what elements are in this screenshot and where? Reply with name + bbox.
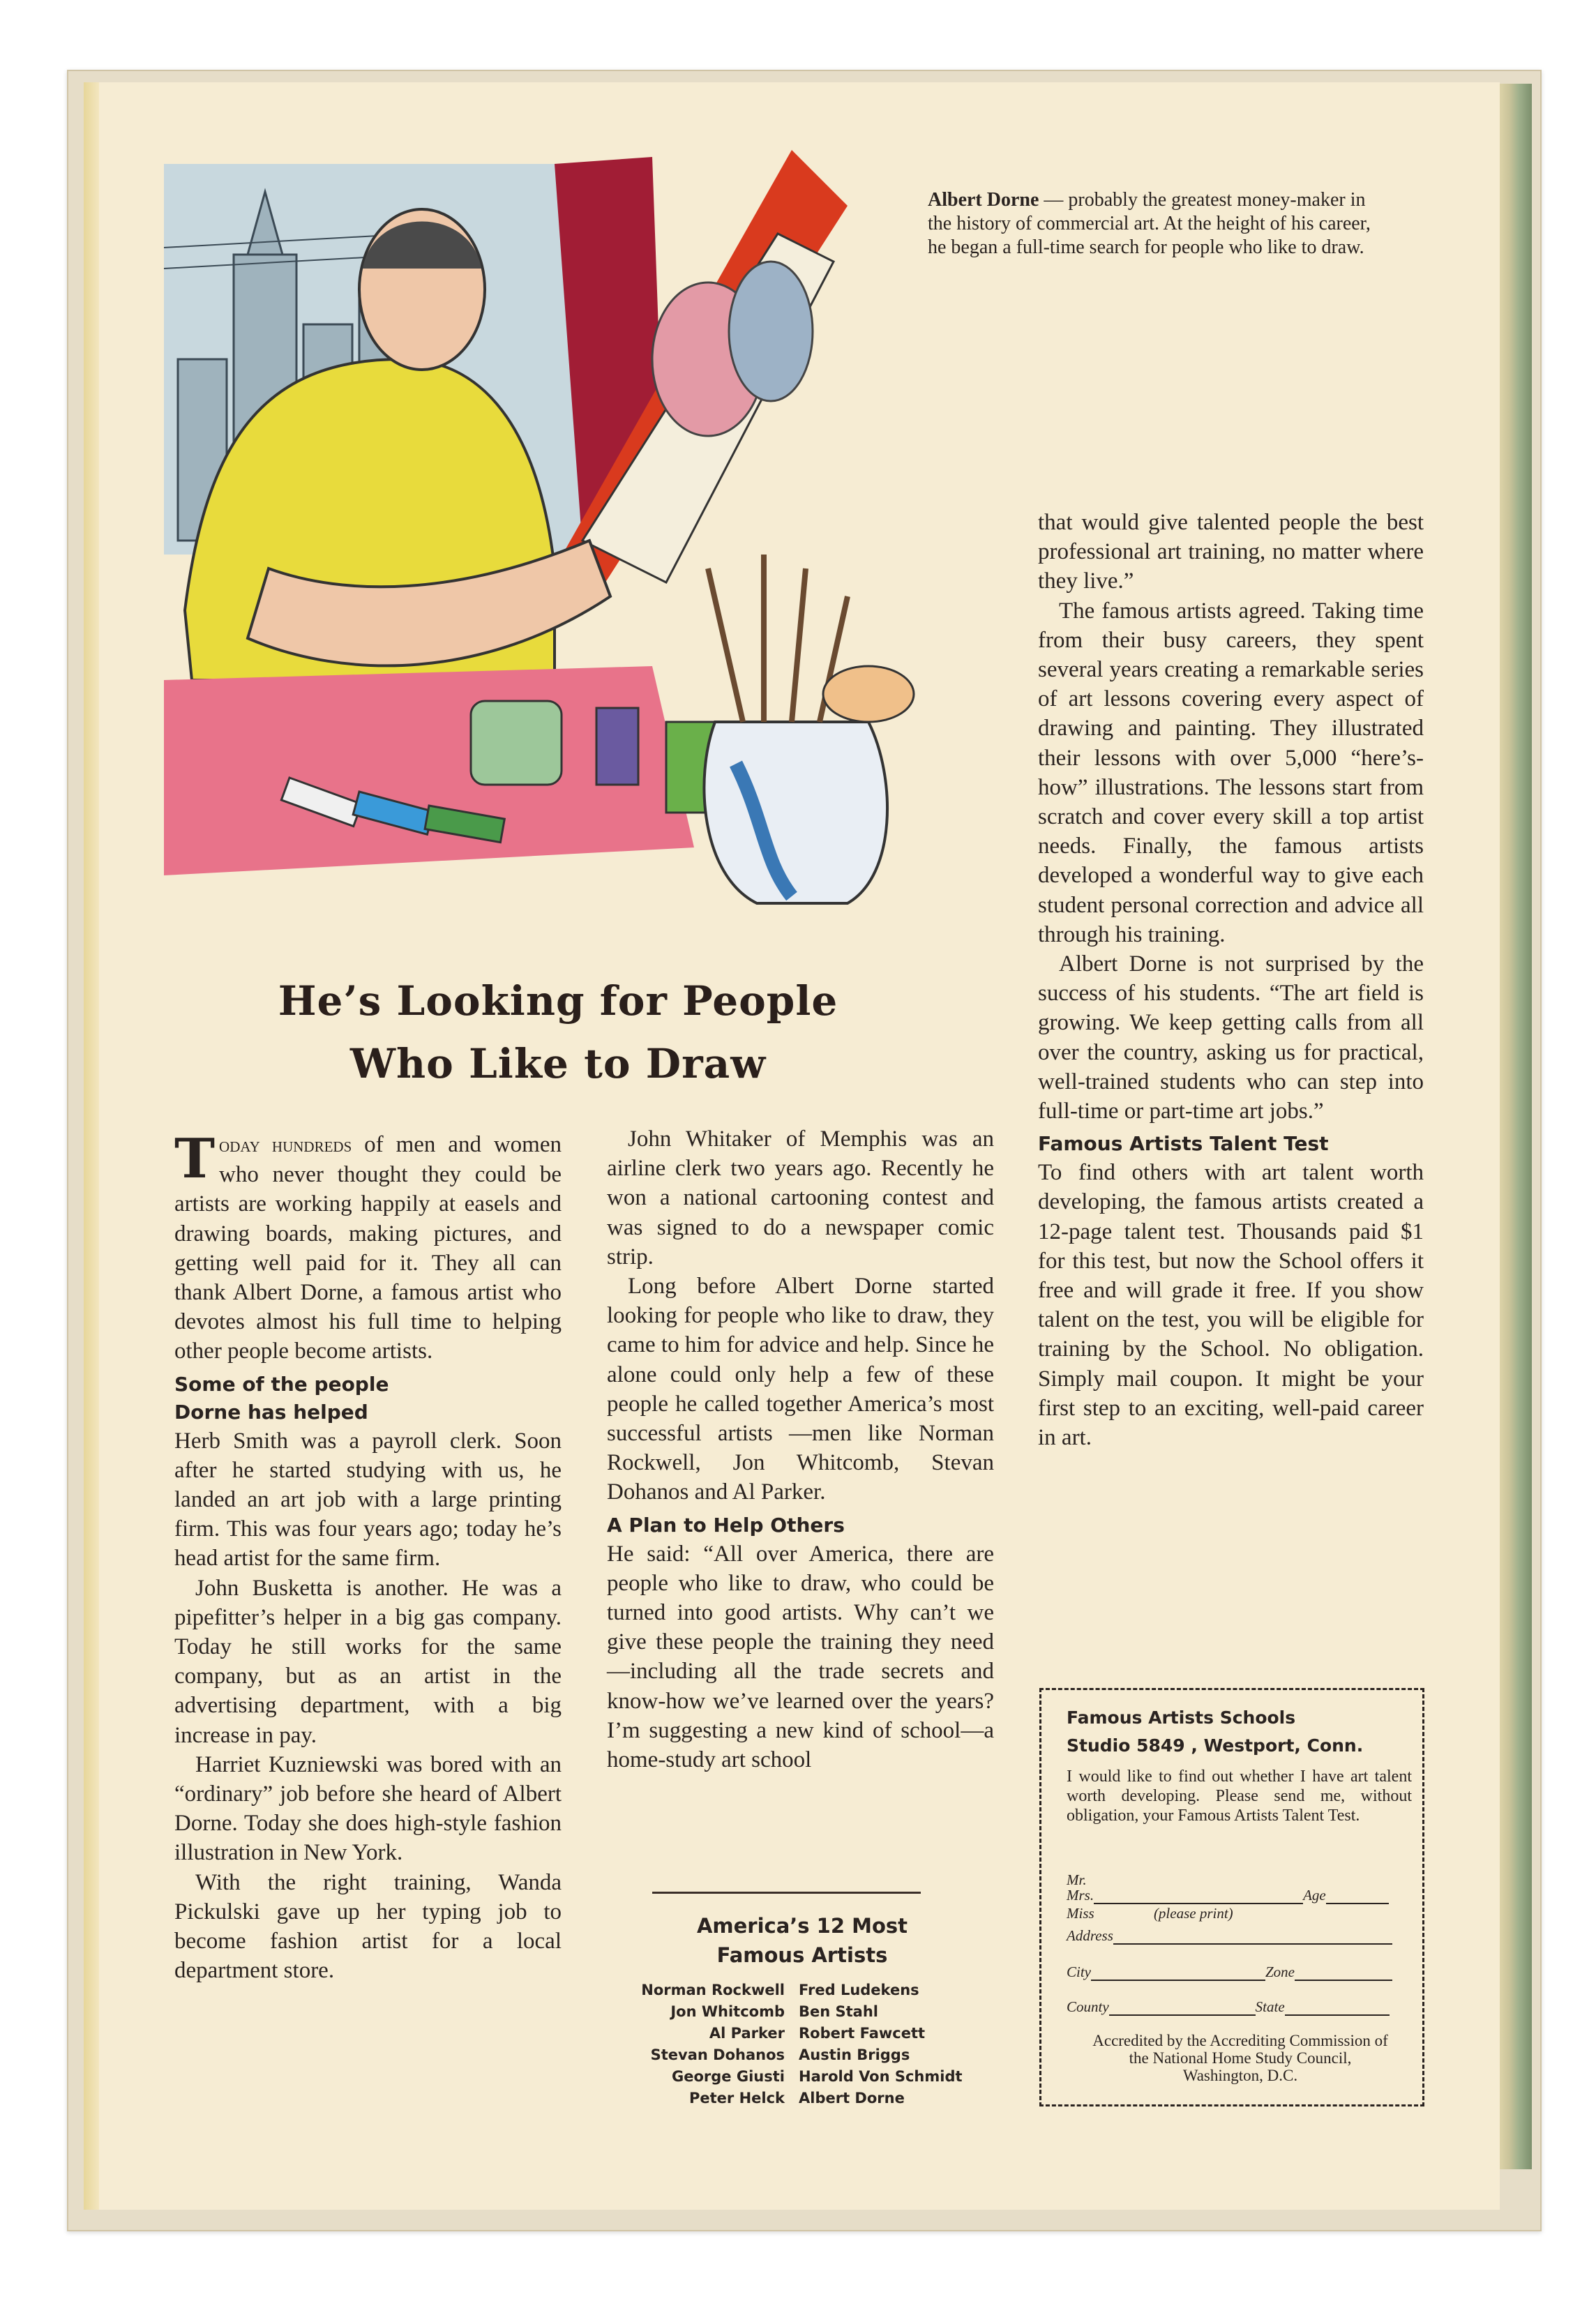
intro-text: of men and women who never thought they could be artists are working happily at easels and drawing boards, making pictures, and getting well paid for it. They all can thank Albert Dorne, a famous artist who devotes almost his full time to helping other people become artists. (174, 1132, 562, 1364)
mrs-label: Mrs. (1067, 1887, 1094, 1904)
city-field[interactable] (1091, 1980, 1265, 1981)
paragraph: To find others with art talent worth developing, the famous artists created a 12-page talent test. Thousands paid $1 for this test, but now the School offers it free and will grade it free. If you show talent on the test, you will be eligible for training by the School. No obligation. Simply mail coupon. It might be your first step to an exciting, well-paid career in art. (1038, 1160, 1424, 1451)
headline-line-1: He’s Looking for People (278, 977, 838, 1025)
city-label: City (1067, 1963, 1091, 1980)
zone-field[interactable] (1295, 1980, 1392, 1981)
artist-name: Stevan Dohanos (650, 2047, 785, 2063)
column-3 (1038, 508, 1424, 1452)
mail-coupon[interactable] (1039, 1688, 1424, 2106)
age-label: Age (1303, 1887, 1326, 1904)
paragraph: With the right training, Wanda Pickulski gave up her typing job to become fashion artist for a local department store. (174, 1869, 562, 1984)
subhead-dorne-helped (174, 1371, 562, 1426)
headline (174, 970, 942, 1095)
drop-cap: T (174, 1127, 216, 1191)
state-label: State (1255, 1998, 1285, 2015)
subhead-plan: A Plan to Help Others (607, 1513, 845, 1537)
paragraph: John Whitaker of Memphis was an airline clerk two years ago. Recently he won a national cartooning contest and was signed to do a newspaper comic strip. (607, 1126, 994, 1269)
paragraph: He said: “All over America, there are people who like to draw, who could be turned into good artists. Why can’t we give these people the training they need—including all the trade secrets and know-how we’ve learned over the years? I’m suggesting a new kind of school—a home-study art school (607, 1541, 994, 1773)
divider-rule (652, 1892, 921, 1894)
artist-name: Peter Helck (688, 2090, 785, 2106)
county-label: County (1067, 1998, 1109, 2015)
age-field[interactable] (1326, 1903, 1389, 1904)
paragraph: John Busketta is another. He was a pipefitter’s helper in a big gas company. Today he still works for the same company, but as an artist in the advertising department, with a big increase in pay. (174, 1575, 562, 1748)
column-1 (174, 1127, 562, 1985)
artists-title-line-1: America’s 12 Most (696, 1914, 908, 1938)
coupon-address-row[interactable] (1067, 1927, 1415, 1945)
artist-name: Albert Dorne (799, 2090, 905, 2106)
mr-label: Mr. (1067, 1871, 1087, 1888)
paragraph: Long before Albert Dorne started looking for people who like to draw, they came to him for advice and help. Since he alone could only help a few of these people he called together America’s most successful artists —men like Norman Rockwell, Jon Whitcomb, Stevan Dohanos and Al Parker. (607, 1274, 994, 1505)
coupon-miss-row (1067, 1905, 1415, 1922)
address-label: Address (1067, 1927, 1113, 1944)
column-2 (607, 1124, 994, 1774)
caption-text: — probably the greatest money-maker in the history of commercial art. At the height of his career, he began a full-time search for people who like to draw. (928, 189, 1371, 258)
headline-line-2: Who Like to Draw (349, 1040, 767, 1087)
zone-label: Zone (1265, 1963, 1295, 1980)
coupon-county-row[interactable] (1067, 1998, 1415, 2016)
lead-smallcaps: oday hundreds (219, 1133, 352, 1156)
artist-name: Fred Ludekens (799, 1982, 919, 1998)
artist-name: Norman Rockwell (641, 1982, 785, 1998)
artist-name: Austin Briggs (799, 2047, 910, 2063)
coupon-accreditation: Accredited by the Accrediting Commission of the National Home Study Council, Washington, D.C. (1092, 2032, 1388, 2084)
please-print-note: (please print) (1153, 1905, 1233, 1922)
artists-title-line-2: Famous Artists (716, 1943, 888, 1967)
artist-name: Harold Von Schmidt (799, 2068, 963, 2085)
page-spine (84, 82, 99, 2210)
paragraph: Albert Dorne is not surprised by the success of his students. “The art field is growing. We keep getting calls from all over the country, asking us for practical, well-trained students who can step into full-time or part-time art jobs.” (1038, 951, 1424, 1124)
name-field[interactable] (1094, 1903, 1303, 1904)
caption-name: Albert Dorne (928, 189, 1039, 211)
coupon-studio: Studio 5849 , Westport, Conn. (1067, 1735, 1364, 1756)
paragraph: The famous artists agreed. Taking time from their busy careers, they spent several years creating a remarkable series of art lessons covering every aspect of drawing and painting. They illustrated their lessons with over 5,000 “here’s-how” illustrations. The lessons start from scratch and cover every skill a top artist needs. Finally, the famous artists developed a wonderful way to give each student personal correction and advice all through his training. (1038, 598, 1424, 947)
miss-label: Miss (1067, 1905, 1094, 1922)
coupon-city-row[interactable] (1067, 1963, 1415, 1981)
artist-at-easel-illustration (164, 150, 917, 910)
artist-name: Ben Stahl (799, 2003, 878, 2020)
coupon-school-name: Famous Artists Schools (1067, 1708, 1296, 1728)
county-field[interactable] (1109, 2014, 1256, 2016)
paragraph: Harriet Kuzniewski was bored with an “ordinary” job before she heard of Albert Dorne. Today she does high-style fashion illustration in New York. (174, 1751, 562, 1866)
artist-name: George Giusti (672, 2068, 785, 2085)
artist-name: Robert Fawcett (799, 2025, 926, 2042)
artists-box-title (600, 1911, 1004, 1970)
address-field[interactable] (1113, 1943, 1392, 1945)
paragraph: that would give talented people the best professional art training, no matter where they live.” (1038, 510, 1424, 594)
subhead-line-1: Some of the people (174, 1372, 389, 1396)
coupon-name-row[interactable] (1067, 1887, 1415, 1904)
subhead-talent-test: Famous Artists Talent Test (1038, 1132, 1329, 1156)
subhead-line-2: Dorne has helped (174, 1400, 368, 1424)
intro-paragraph (174, 1127, 562, 1366)
illustration-caption (928, 188, 1381, 259)
artist-name: Jon Whitcomb (670, 2003, 785, 2020)
coupon-request-text: I would like to find out whether I have art talent worth developing. Please send me, without obligation, your Famous Artists Talent Test. (1067, 1767, 1412, 1825)
state-field[interactable] (1285, 2014, 1390, 2016)
coupon-address (1067, 1704, 1415, 1760)
artists-list (600, 1980, 1018, 2109)
paragraph: Herb Smith was a payroll clerk. Soon after he started studying with us, he landed an art job with a large printing firm. This was four years ago; today he’s head artist for the same firm. (174, 1428, 562, 1571)
page-edge (1500, 84, 1532, 2169)
artist-name: Al Parker (709, 2025, 785, 2042)
